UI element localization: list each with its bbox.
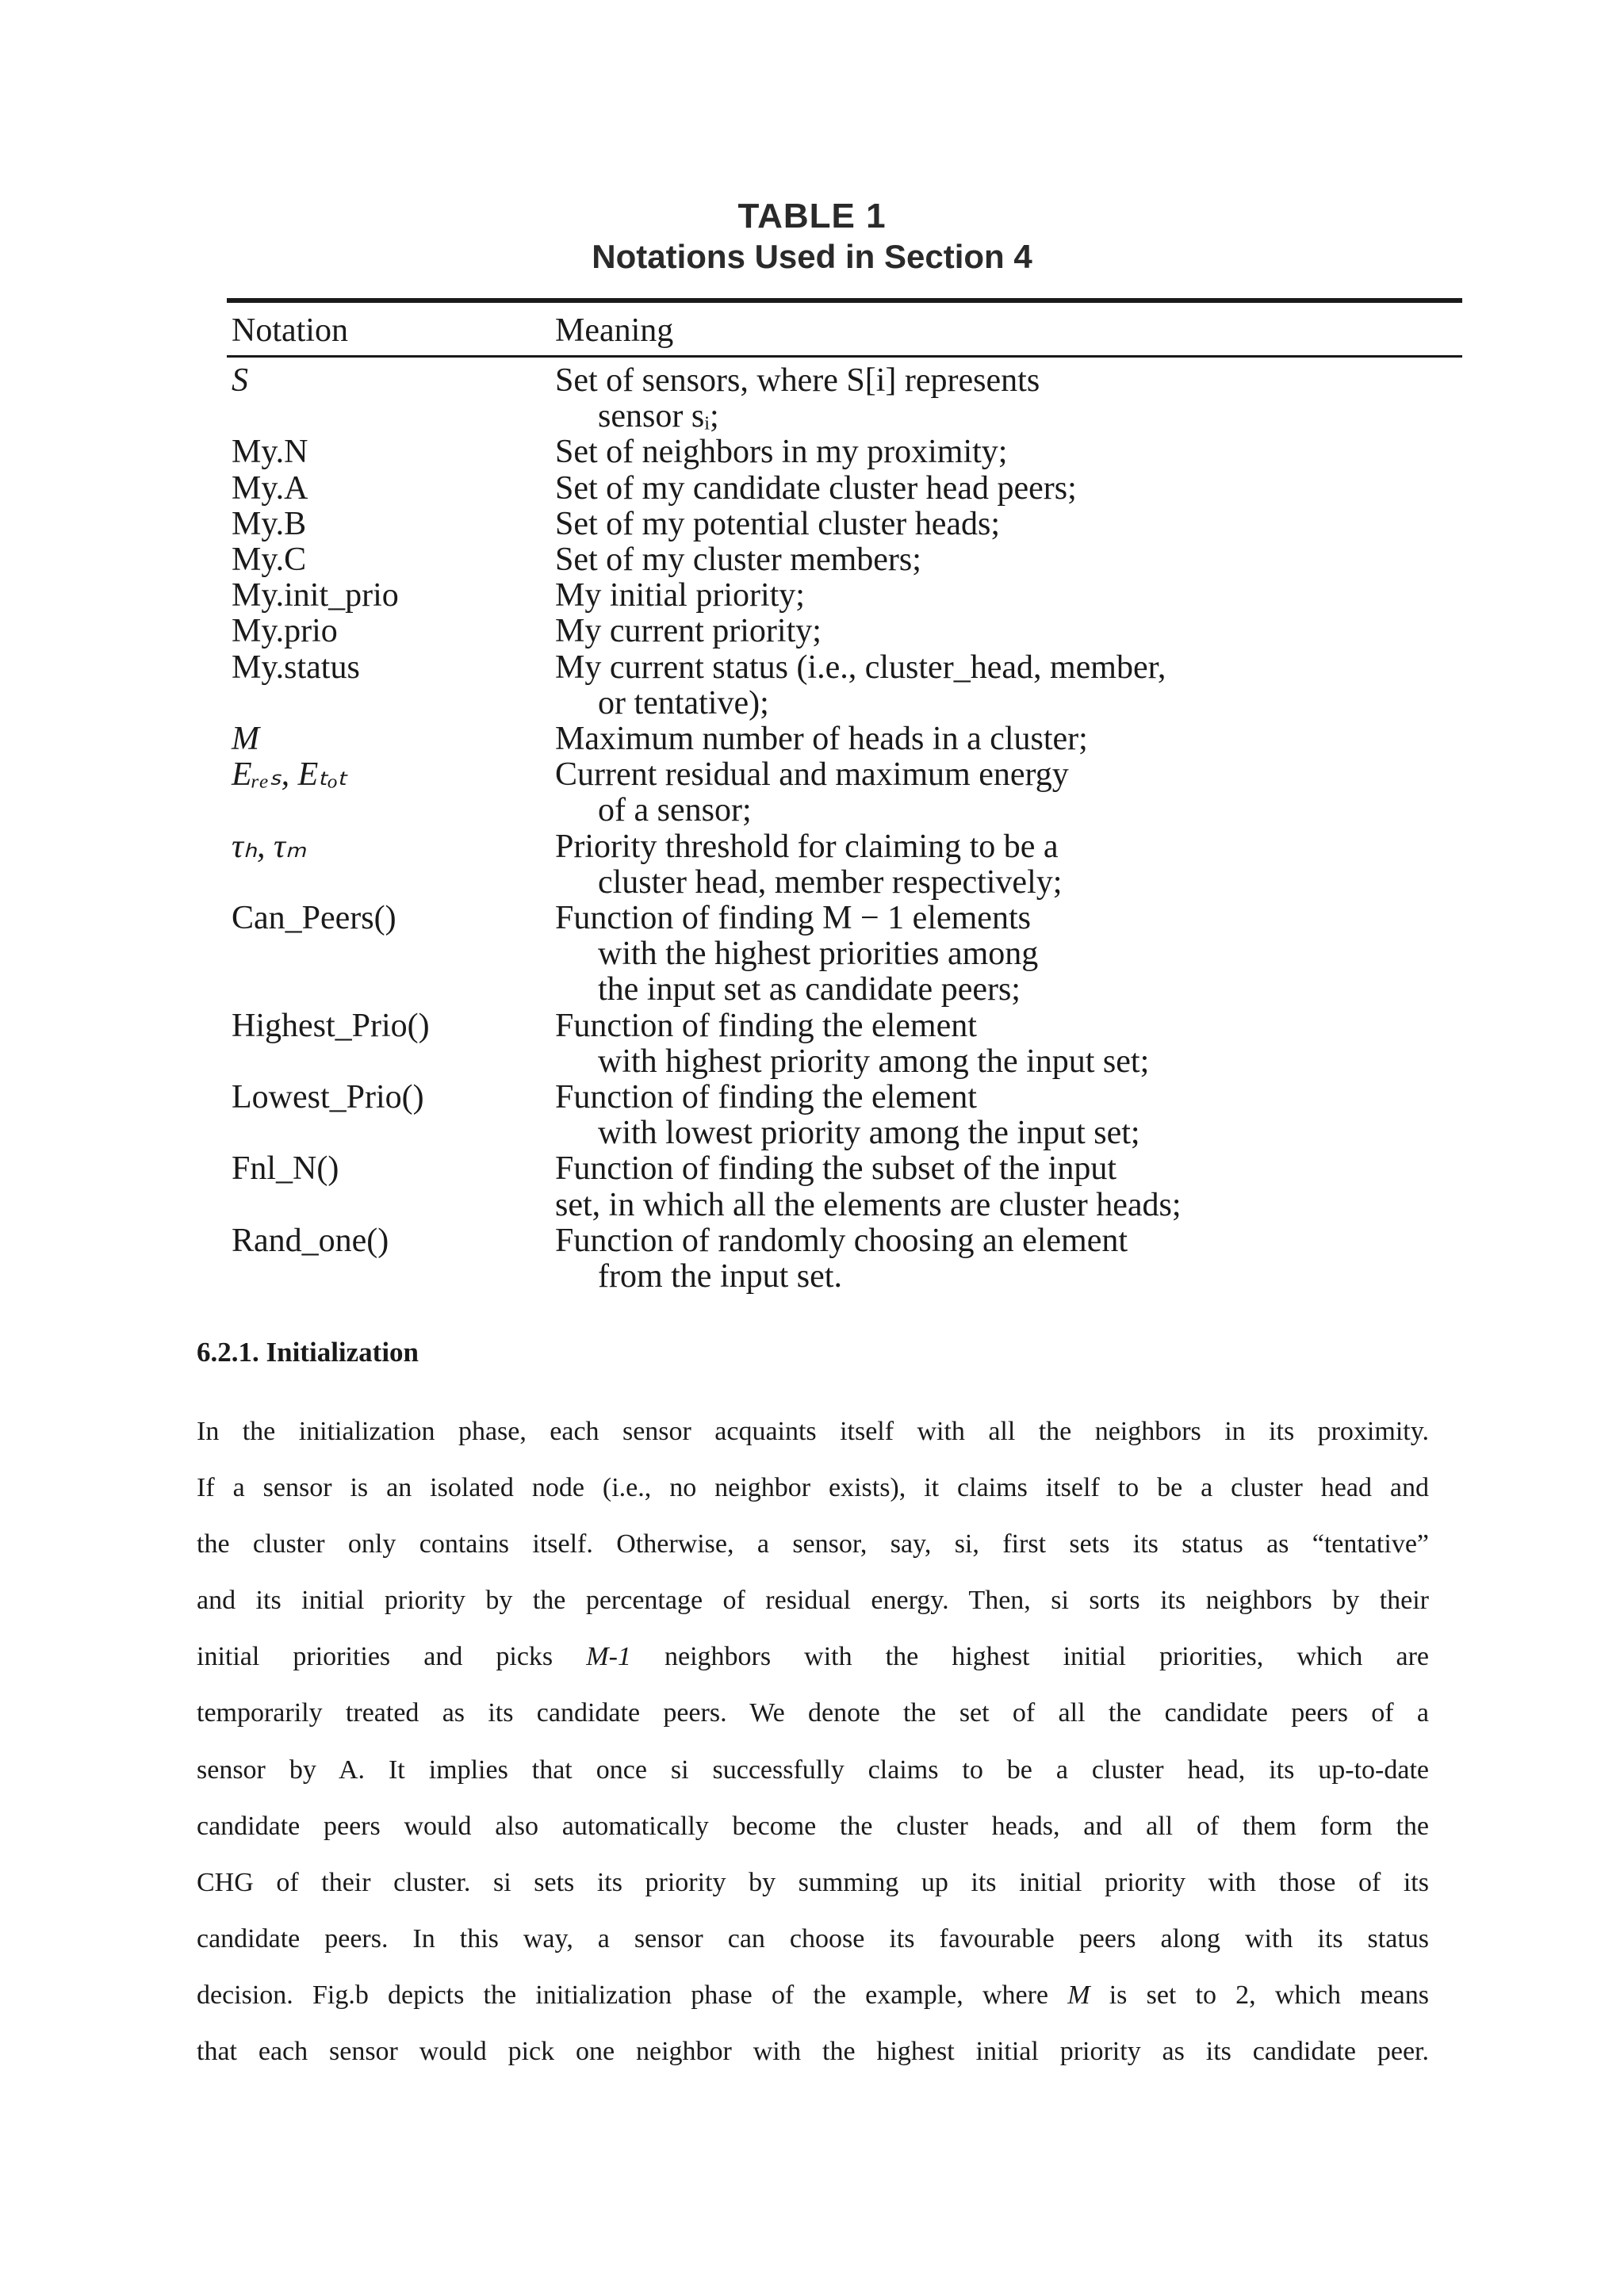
notation-cell: My.A	[232, 469, 308, 507]
meaning-line: My current status (i.e., cluster_head, member,	[555, 649, 1166, 686]
table-row	[227, 757, 1462, 828]
notation-cell: Can_Peers()	[232, 900, 396, 937]
notation-cell: My.prio	[232, 613, 338, 650]
section-paragraph	[197, 1403, 1429, 2080]
meaning-line: Set of neighbors in my proximity;	[555, 434, 1008, 471]
table-body	[227, 363, 1462, 1295]
meaning-line: or tentative);	[598, 684, 769, 721]
table-row	[227, 363, 1462, 434]
table-row	[227, 650, 1462, 721]
table-row	[227, 507, 1462, 542]
meaning-cell	[555, 829, 1462, 901]
paragraph-line	[197, 1967, 1429, 2023]
meaning-line: Set of my potential cluster heads;	[555, 505, 1001, 542]
notation-cell: My.C	[232, 541, 307, 579]
meaning-line: with highest priority among the input set;	[598, 1043, 1150, 1080]
text-fragment: neighbors with the highest initial priorities, which are	[630, 1642, 1429, 1672]
meaning-line: Current residual and maximum energy	[555, 756, 1069, 794]
table-row	[227, 1008, 1462, 1080]
meaning-line: with lowest priority among the input set;	[598, 1115, 1140, 1152]
text-fragment: is set to 2, which means	[1090, 1980, 1430, 2010]
meaning-cell	[555, 1151, 1462, 1223]
paragraph-line: that each sensor would pick one neighbor with the highest initial priority as its candidate peer.	[197, 2037, 1429, 2067]
meaning-line: set, in which all the elements are cluster heads;	[555, 1186, 1182, 1223]
math-variable: M-1	[586, 1642, 631, 1672]
section-heading: 6.2.1. Initialization	[197, 1337, 419, 1368]
notation-cell: My.status	[232, 649, 360, 686]
text-fragment: initial priorities and picks	[197, 1642, 587, 1672]
meaning-line: cluster head, member respectively;	[598, 863, 1063, 901]
notation-cell: My.N	[232, 434, 308, 471]
paragraph-line: If a sensor is an isolated node (i.e., no neighbor exists), it claims itself to be a cluster head and	[197, 1473, 1429, 1503]
meaning-cell	[555, 363, 1462, 434]
meaning-line: from the input set.	[598, 1258, 842, 1295]
notation-cell: My.init_prio	[232, 577, 399, 614]
meaning-cell	[555, 578, 1462, 614]
notation-cell: Lowest_Prio()	[232, 1079, 424, 1116]
meaning-line: Function of finding the element	[555, 1079, 977, 1116]
meaning-cell	[555, 757, 1462, 828]
meaning-cell	[555, 542, 1462, 578]
table-number: TABLE 1	[737, 197, 887, 235]
table-top-rule	[227, 298, 1462, 303]
meaning-line: My initial priority;	[555, 577, 805, 614]
table-caption	[0, 197, 1624, 277]
notation-cell: Fnl_N()	[232, 1150, 339, 1188]
paragraph-line: the cluster only contains itself. Otherwise, a sensor, say, si, first sets its status as “tentative”	[197, 1529, 1429, 1559]
meaning-cell	[555, 721, 1462, 757]
paragraph-line: In the initialization phase, each sensor acquaints itself with all the neighbors in its proximity.	[197, 1417, 1429, 1446]
meaning-line: Function of finding the subset of the input	[555, 1150, 1117, 1188]
table-header-row	[227, 311, 1462, 350]
meaning-line: Set of my cluster members;	[555, 541, 921, 579]
meaning-line: My current priority;	[555, 613, 822, 650]
notation-cell: My.B	[232, 505, 307, 542]
meaning-line: sensor sᵢ;	[598, 398, 719, 435]
meaning-cell	[555, 650, 1462, 721]
paragraph-line: candidate peers. In this way, a sensor can choose its favourable peers along with its status	[197, 1923, 1429, 1954]
meaning-line: Function of randomly choosing an element	[555, 1222, 1128, 1259]
table-row	[227, 721, 1462, 757]
table-row	[227, 542, 1462, 578]
table-row	[227, 1080, 1462, 1151]
paragraph-line: CHG of their cluster. si sets its priority by summing up its initial priority with those of its	[197, 1867, 1429, 1897]
table-row	[227, 471, 1462, 507]
meaning-line: Set of sensors, where S[i] represents	[555, 362, 1040, 399]
text-fragment: decision. Fig.b depicts the initialization phase of the example, where	[197, 1980, 1068, 2010]
notation-cell: M	[232, 721, 259, 758]
meaning-line: with the highest priorities among	[598, 936, 1039, 973]
notation-cell: Rand_one()	[232, 1222, 389, 1259]
notation-cell: Eᵣₑₛ, Eₜₒₜ	[232, 756, 348, 794]
meaning-cell	[555, 614, 1462, 649]
paragraph-line: temporarily treated as its candidate peers. We denote the set of all the candidate peers of a	[197, 1698, 1429, 1728]
table-row	[227, 1151, 1462, 1223]
paragraph-line: sensor by A. It implies that once si successfully claims to be a cluster head, its up-to-date	[197, 1755, 1429, 1785]
meaning-line: of a sensor;	[598, 792, 752, 829]
meaning-line: Maximum number of heads in a cluster;	[555, 721, 1088, 758]
notation-cell: S	[232, 362, 248, 399]
header-meaning: Meaning	[555, 312, 674, 349]
meaning-cell	[555, 1223, 1462, 1295]
paragraph-line	[197, 1628, 1429, 1685]
meaning-cell	[555, 1080, 1462, 1151]
meaning-line: the input set as candidate peers;	[598, 971, 1021, 1008]
meaning-cell	[555, 1008, 1462, 1080]
math-variable: M	[1067, 1980, 1090, 2010]
table-row	[227, 578, 1462, 614]
table-title: Notations Used in Section 4	[592, 238, 1032, 275]
meaning-cell	[555, 471, 1462, 507]
table-row	[227, 614, 1462, 649]
meaning-cell	[555, 901, 1462, 1008]
meaning-line: Function of finding M − 1 elements	[555, 900, 1031, 937]
table-row	[227, 1223, 1462, 1295]
table-header-rule	[227, 355, 1462, 358]
meaning-cell	[555, 507, 1462, 542]
notation-cell: τₕ, τₘ	[232, 828, 307, 865]
meaning-line: Set of my candidate cluster head peers;	[555, 469, 1077, 507]
meaning-line: Function of finding the element	[555, 1007, 977, 1044]
table-row	[227, 901, 1462, 1008]
table-row	[227, 434, 1462, 470]
paragraph-line: and its initial priority by the percentage of residual energy. Then, si sorts its neighbors by their	[197, 1586, 1429, 1616]
notation-cell: Highest_Prio()	[232, 1007, 430, 1044]
table-row	[227, 829, 1462, 901]
meaning-line: Priority threshold for claiming to be a	[555, 828, 1059, 865]
header-notation: Notation	[232, 312, 348, 349]
meaning-cell	[555, 434, 1462, 470]
paragraph-line: candidate peers would also automatically become the cluster heads, and all of them form the	[197, 1811, 1429, 1841]
